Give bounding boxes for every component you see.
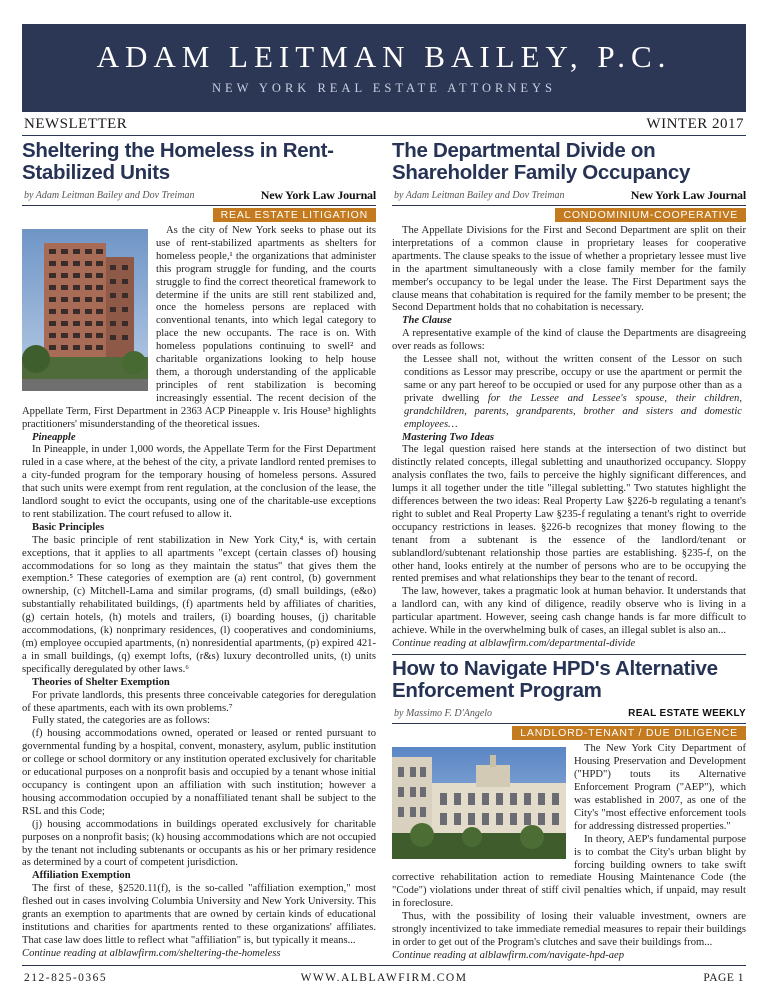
continue-reading-link[interactable]: Continue reading at alblawfirm.com/sheltering-the-homeless xyxy=(22,947,281,959)
article-sheltering xyxy=(22,140,376,961)
footer-website[interactable]: WWW.ALBLAWFIRM.COM xyxy=(300,972,468,984)
footer-phone: 212-825-0365 xyxy=(24,972,108,984)
article-hpd-aep xyxy=(392,658,746,962)
section-heading: Basic Principles xyxy=(32,521,105,533)
masthead xyxy=(22,24,746,112)
section-heading: The Clause xyxy=(402,315,452,327)
article-body: The New York City Department of Housing Preservation and Development ("HPD") touts its Alternative Enforcement Program ("AEP"), which was established in 2007, as one of the City's "most effective enforcement tools for addressing distressed properties." In theory, AEP's fundamental purpose is to combat the City's urban blight by forcing building owners to take swift corrective rehabilitation action to remediate Housing Maintenance Code (the "Code") violations under threat of stiff civil penalties which, if unpaid, may result in foreclosure. Thus, with the possibility of losing their valuable investment, owners are strongly incentivized to take immediate remedial measures to repair their buildings in order to get out of the Program's clutches and save their buildings from... Continue reading at alblawfirm.com/navigate-hpd-aep xyxy=(392,743,746,961)
city-building-photo xyxy=(392,747,566,859)
firm-name: ADAM LEITMAN BAILEY, P.C. xyxy=(96,39,672,74)
article-departmental-divide xyxy=(392,140,746,963)
section-heading: Mastering Two Ideas xyxy=(402,431,495,443)
publication-logo: New York Law Journal xyxy=(260,188,376,202)
article-headline: Sheltering the Homeless in Rent- Stabilized Units xyxy=(22,139,334,184)
article-body: As the city of New York seeks to phase out its use of rent-stabilized apartments as shelters for homeless people,¹ the organizations that administer this program struggle for funding, and the courts struggle to find the correct theoretical framework to determine if the units are still rent stabilized and, once the homeless persons are replaced with conventional tenants, into which legal category to place the new occupants. The race is on. With homeless populations continuing to swell² and charitable organizations looking to help house them, a thorough understanding of the applicable principles of rent stabilization is becoming increasingly essential. The recent decision of the Appellate Term, First Department in 2363 ACP Pineapple v. Iris House³ highlights practitioners' misunderstanding of the theoretical issues. Pineapple In Pineapple, in under 1,000 words, the Appellate Term for the First Department ruled in a case where, at the behest of the city, a private landlord rented premises to a city-funded program for the temporary housing of homeless persons. Assured that such units were exempt from rent regulation, at the conclusion of the lease, the landlord sought to evict the occupants, using one of the charitable-use exceptions to rent stabilization. The court refused to allow it. Basic Principles The basic principle of rent stabilization in New York City,⁴ is, with certain exceptions, that it applies to all apartments "except (certain classes of) housing accommodations for so long as they maintain the status" that gives them the exemption.⁵ These categories of exemption are (a) rent control, (b) government ownership, (c) Mitchell-Lama and similar programs, (d) small buildings, (e&o) substantially rehabilitated buildings, (f) apartments held by affiliates of charities, (g) certain hotels, (h) motels and trailers, (i) boarding houses, (j) charitable accommodations, (k) nonprimary residences, (l) cooperatives and condominiums, (m) employee occupied apartments, (n) nonresidential apartments, (p) expired 421-a in small buildings, (q) exempt lofts, (r&s) luxury decontrolled units, (t) units specifically deregulated by other laws.⁶ Theories of Shelter Exemption For private landlords, this presents three conceivable categories for deregulation of these apartments, each with its own problems.⁷ Fully stated, the categories are as follows: (f) housing accommodations owned, operated or leased or rented pursuant to governmental funding by a hospital, convent, monastery, asylum, public institution or college or school dormitory or any institution operated exclusively for charitable or educational purposes on a nonprofit basis and occupied by a tenant whose initial occupancy is contingent upon an affiliation with such institution; however a housing accommodation occupied by a nonaffiliated tenant shall be subject to the RSL and this Code; (j) housing accommodations in buildings operated exclusively for charitable purposes on a nonprofit basis; (k) housing accommodations which are not occupied by the tenant not including subtenants or occupants as his or her primary residence as determined by a court of competent jurisdiction. Affiliation Exemption The first of these, §2520.11(f), is the so-called "affiliation exemption," most fleshed out in cases involving Columbia University and New York University. This grants an exemption to apartments that are owned by certain kinds of educational institutions and charities for apartments rented to these organizations' affiliates. That case law does little to reflect what "affiliation" is, but typically it means... Continue reading at alblawfirm.com/sheltering-the-homeless xyxy=(22,225,376,959)
building-photo xyxy=(22,229,148,391)
byline: by Adam Leitman Bailey and Dov Treiman xyxy=(394,190,565,201)
category-badge: CONDOMINIUM-COOPERATIVE xyxy=(555,208,746,222)
section-heading: Pineapple xyxy=(32,431,76,443)
newsletter-bar xyxy=(22,114,746,136)
category-badge: LANDLORD-TENANT / DUE DILIGENCE xyxy=(512,726,746,740)
page-number: PAGE 1 xyxy=(703,972,744,984)
newsletter-label: NEWSLETTER xyxy=(24,116,128,132)
section-heading: Affiliation Exemption xyxy=(32,870,131,882)
article-headline: The Departmental Divide on Shareholder Family Occupancy xyxy=(392,139,691,184)
firm-tagline: NEW YORK REAL ESTATE ATTORNEYS xyxy=(212,81,556,95)
publication-logo: REAL ESTATE WEEKLY xyxy=(628,708,746,720)
category-badge: REAL ESTATE LITIGATION xyxy=(213,208,376,222)
issue-label: WINTER 2017 xyxy=(646,116,744,132)
page-footer xyxy=(22,965,746,987)
continue-reading-link[interactable]: Continue reading at alblawfirm.com/departmental-divide xyxy=(392,638,636,649)
section-heading: Theories of Shelter Exemption xyxy=(32,676,170,688)
article-body: The Appellate Divisions for the First and Second Department are split on their interpretations of a common clause in proprietary leases for cooperative apartments. The clause speaks to the issue of whether a proprietary lessee must live in the apartment simultaneously with a close family member for the family member's occupancy to be legal under the lease. The First Department says the clause means that cohabitation is required for the family member to be present; the Second Department holds that no cohabitation is necessary. The Clause A representative example of the kind of clause the Departments are disagreeing over reads as follows: the Lessee shall not, without the written consent of the Lessor on such conditions as Lessor may prescribe, occupy or use the apartment or permit the same or any part hereof to be occupied or used for any purpose other than as a private dwelling for the Lessee and Lessee's spouse, their children, grandchildren, parents, grandparents, brother and sisters and domestic employees… Mastering Two Ideas The legal question raised here stands at the intersection of two distinct but distinctly related concepts, illegal subletting and unauthorized occupancy. Sloppy analysis conflates the two, fails to perceive the highly significant differences, and lumps it all together under the title "illegal subletting." Two statutes highlight the differences between the two ideas: Real Property Law §226-b regulating a tenant's right to sublet and Real Property Law §235-f regulating a tenant's right to override occupancy restrictions in leases. §226-b recognizes that money flowing to the tenant from a subtenant is the essence of the landlord/tenant or sublandlord/subtenant relationship those parties are establishing. §235-f, on the other hand, looks entirely at the number of persons who are to be occupying the rented premises and what relationships they bear to the tenant of record. The law, however, takes a pragmatic look at human behavior. It understands that a landlord can, with any kind of diligence, readily observe who is living in a particular apartment. However, seeing cash change hands is far more difficult to achieve. While in the overwhelming bulk of cases, an illegal sublet is also an... Continue reading at alblawfirm.com/departmental-divide xyxy=(392,225,746,649)
publication-logo: New York Law Journal xyxy=(630,188,746,202)
article-headline: How to Navigate HPD's Alternative Enforcement Program xyxy=(392,657,718,703)
byline: by Adam Leitman Bailey and Dov Treiman xyxy=(24,190,195,201)
lease-clause-quote: the Lessee shall not, without the written consent of the Lessor on such conditions as Lessor may prescribe, occupy or use the apartment or permit the same or any part hereof to be occupied or used for any purpose other than as a private dwelling for the Lessee and Lessee's spouse, their children, grandchildren, parents, grandparents, brother and sisters and domestic employees… xyxy=(404,354,742,430)
continue-reading-link[interactable]: Continue reading at alblawfirm.com/navigate-hpd-aep xyxy=(392,949,625,961)
byline: by Massimo F. D'Angelo xyxy=(394,708,493,720)
